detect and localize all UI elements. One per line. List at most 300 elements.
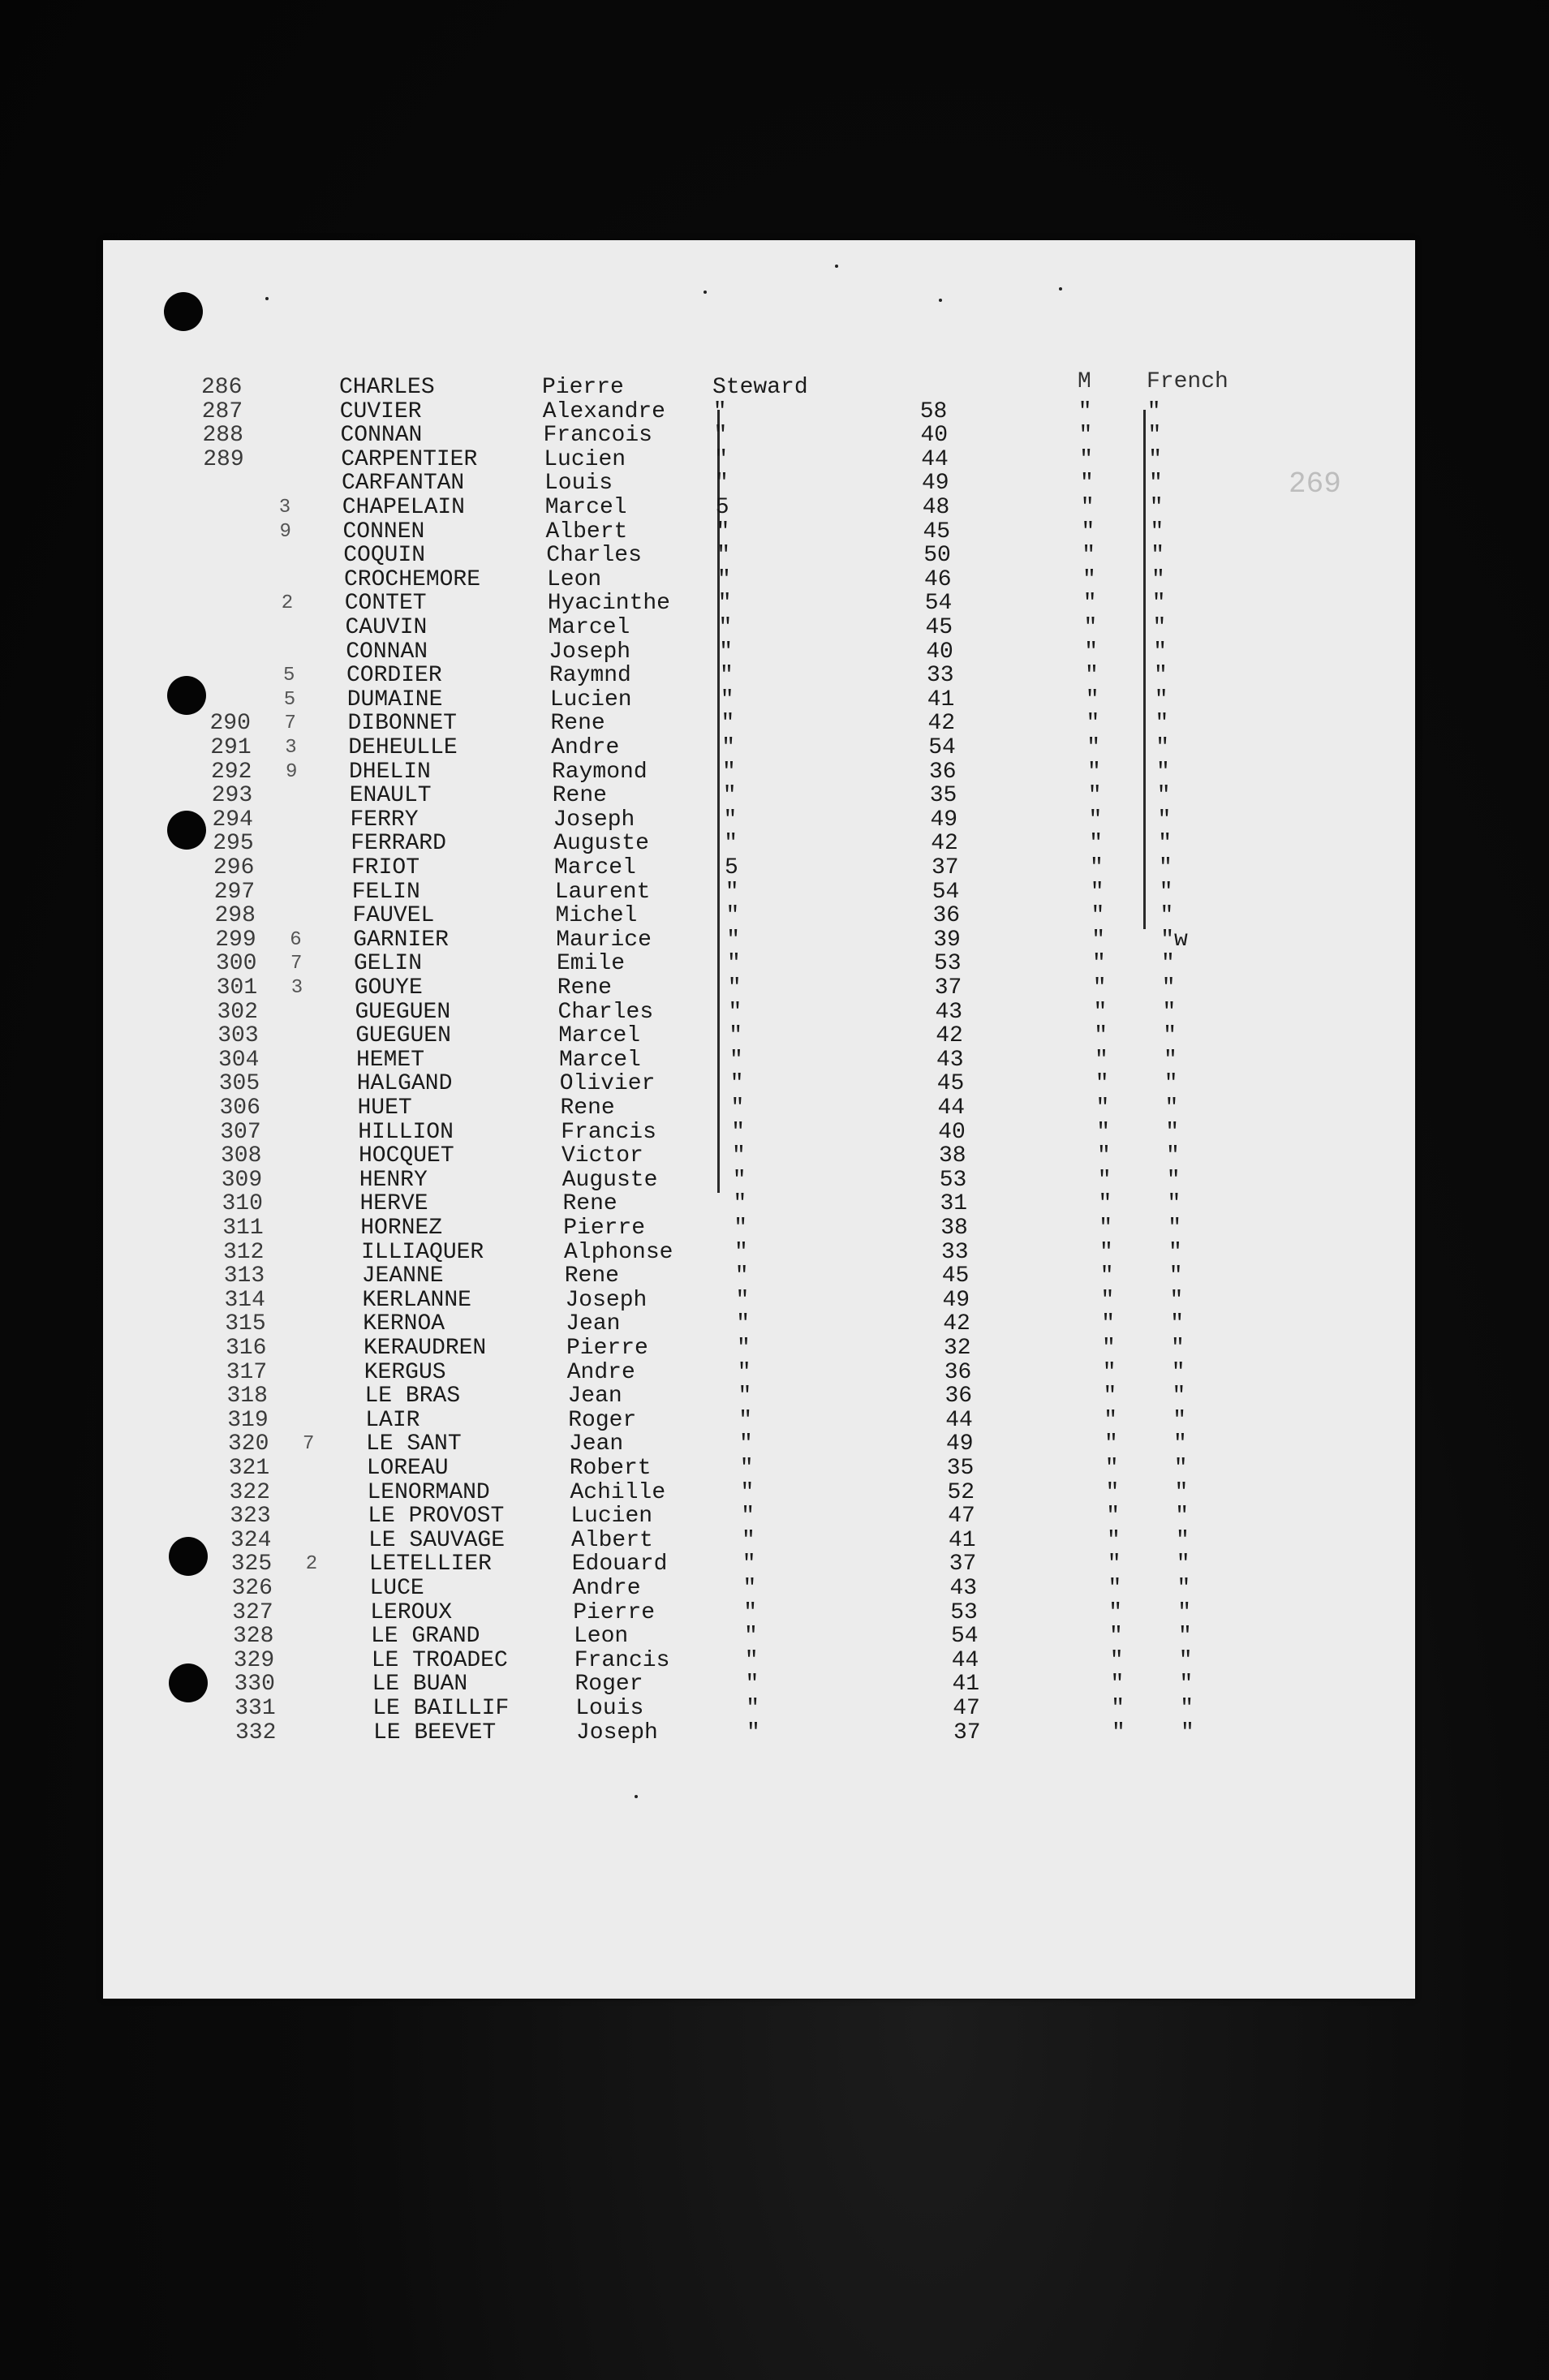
given-name: Francois <box>543 423 652 449</box>
nationality: " <box>1168 1216 1182 1241</box>
punch-hole <box>167 676 206 715</box>
nationality: " <box>1159 855 1173 880</box>
given-name: Leon <box>547 566 602 592</box>
surname: LE SAUVAGE <box>368 1527 506 1553</box>
table-row <box>206 568 1277 592</box>
sex: " <box>1078 423 1093 449</box>
nationality: " <box>1163 1023 1177 1049</box>
table-row <box>234 1649 1305 1673</box>
sex: " <box>1080 471 1094 497</box>
nationality: " <box>1164 1071 1178 1097</box>
age: 43 <box>935 999 963 1025</box>
given-name: Joseph <box>576 1719 658 1745</box>
age: 37 <box>934 975 962 1001</box>
table-row <box>215 928 1286 953</box>
table-row <box>204 496 1276 520</box>
surname: FELIN <box>351 879 420 905</box>
sex: " <box>1104 1407 1118 1433</box>
given-name: Marcel <box>558 1023 641 1049</box>
nationality: " <box>1171 1359 1185 1385</box>
occupation: " <box>717 591 732 617</box>
occupation: " <box>732 1143 746 1169</box>
nationality: " <box>1152 615 1167 640</box>
sex: " <box>1086 711 1100 737</box>
table-row <box>209 664 1280 688</box>
surname: CHAPELAIN <box>342 495 465 520</box>
surname: LE BRAS <box>364 1384 461 1409</box>
table-row <box>208 640 1279 665</box>
given-name: Alphonse <box>564 1239 673 1265</box>
table-row <box>226 1336 1297 1361</box>
given-name: Lucien <box>570 1504 653 1530</box>
surname: KERNOA <box>363 1311 445 1337</box>
row-number: 287 <box>201 398 243 424</box>
occupation: 5 <box>725 855 738 880</box>
sex: " <box>1107 1527 1121 1553</box>
surname: LOREAU <box>366 1456 449 1481</box>
occupation: " <box>740 1479 755 1505</box>
row-mark: 5 <box>283 665 295 687</box>
speck <box>704 291 707 294</box>
table-row <box>223 1241 1294 1265</box>
occupation: " <box>720 686 734 712</box>
row-number: 331 <box>235 1696 276 1721</box>
nationality: " <box>1173 1431 1187 1457</box>
table-row <box>213 832 1284 856</box>
surname: CONNAN <box>340 423 423 449</box>
nationality: " <box>1177 1599 1192 1625</box>
nationality: " <box>1167 1191 1181 1217</box>
occupation: " <box>735 1287 750 1313</box>
table-row <box>232 1601 1303 1625</box>
occupation: " <box>730 1095 745 1121</box>
punch-hole <box>164 292 203 331</box>
surname: LE TROADEC <box>371 1647 508 1673</box>
surname: CONNEN <box>342 519 425 544</box>
row-number: 322 <box>229 1479 270 1505</box>
row-number: 330 <box>234 1672 275 1698</box>
row-number: 298 <box>214 903 256 929</box>
stamped-page-number: 269 <box>1289 467 1341 501</box>
given-name: Raymond <box>552 759 648 785</box>
sex: " <box>1078 398 1092 424</box>
occupation: " <box>726 927 741 953</box>
nationality: " <box>1149 495 1164 520</box>
occupation: " <box>744 1624 758 1650</box>
given-name: Roger <box>574 1672 643 1698</box>
sex: " <box>1091 927 1106 953</box>
sex: " <box>1112 1719 1125 1745</box>
occupation: " <box>722 759 736 785</box>
nationality: " <box>1151 591 1166 617</box>
row-number: 292 <box>211 759 252 785</box>
surname: DIBONNET <box>347 711 457 737</box>
given-name: Albert <box>571 1527 653 1553</box>
occupation: " <box>734 1239 748 1265</box>
punch-hole <box>167 811 206 850</box>
occupation: " <box>744 1647 759 1673</box>
sex: " <box>1083 615 1098 640</box>
occupation: " <box>716 519 730 544</box>
table-row <box>220 1096 1291 1121</box>
table-row <box>231 1552 1302 1577</box>
row-number: 303 <box>217 1023 259 1049</box>
table-row <box>217 1024 1289 1048</box>
table-row <box>222 1216 1293 1241</box>
surname: CUVIER <box>339 398 422 424</box>
sex: " <box>1101 1311 1116 1337</box>
table-row <box>225 1312 1296 1336</box>
surname: LE BEEVET <box>373 1719 497 1745</box>
surname: ILLIAQUER <box>361 1239 484 1265</box>
given-name: Rene <box>552 783 607 809</box>
nationality: " <box>1153 639 1168 665</box>
row-number: 320 <box>228 1431 269 1457</box>
given-name: Joseph <box>565 1287 648 1313</box>
row-mark: 9 <box>279 520 291 543</box>
age: 42 <box>931 831 958 857</box>
table-row <box>221 1144 1292 1168</box>
occupation: " <box>732 1167 747 1193</box>
nationality: " <box>1154 663 1168 689</box>
table-row <box>230 1529 1302 1553</box>
table-row <box>205 544 1276 568</box>
sex: " <box>1081 519 1095 544</box>
given-name: Leon <box>574 1624 629 1650</box>
sex: " <box>1105 1479 1120 1505</box>
nationality: " <box>1161 951 1175 977</box>
row-number: 317 <box>226 1359 268 1385</box>
age: 37 <box>953 1719 981 1745</box>
given-name: Auguste <box>562 1167 658 1193</box>
nationality: " <box>1179 1672 1194 1698</box>
table-row <box>218 1048 1289 1073</box>
age: 33 <box>941 1239 969 1265</box>
age: 42 <box>927 711 956 737</box>
row-number: 304 <box>218 1047 260 1073</box>
age: 36 <box>944 1384 973 1409</box>
row-number: 316 <box>226 1336 267 1361</box>
occupation: " <box>729 1071 744 1097</box>
sex: " <box>1096 1119 1111 1145</box>
table-row <box>232 1577 1303 1601</box>
nationality: " <box>1158 831 1173 857</box>
row-number: 305 <box>218 1071 260 1097</box>
occupation: " <box>745 1672 759 1698</box>
age: 36 <box>944 1359 972 1385</box>
sex: " <box>1097 1143 1111 1169</box>
row-mark: 3 <box>285 737 297 759</box>
nationality: " <box>1177 1576 1191 1601</box>
occupation: " <box>729 1023 743 1049</box>
table-row <box>208 616 1279 640</box>
nationality: " <box>1147 398 1161 424</box>
age: 50 <box>923 543 951 569</box>
age: 47 <box>953 1696 980 1721</box>
age: 41 <box>949 1527 976 1553</box>
occupation: " <box>734 1263 749 1289</box>
given-name: Pierre <box>542 375 624 400</box>
given-name: Robert <box>569 1456 652 1481</box>
given-name: Pierre <box>566 1336 648 1361</box>
given-name: Auguste <box>553 831 649 857</box>
age: 43 <box>936 1047 964 1073</box>
occupation: " <box>714 446 729 472</box>
row-number: 307 <box>220 1119 261 1145</box>
nationality: " <box>1178 1647 1193 1673</box>
sex: " <box>1099 1263 1114 1289</box>
surname: CAUVIN <box>345 615 428 640</box>
table-row <box>222 1168 1293 1193</box>
row-number: 289 <box>203 446 244 472</box>
row-number: 302 <box>217 999 258 1025</box>
speck <box>835 265 838 268</box>
sex: " <box>1111 1696 1125 1721</box>
age: 45 <box>936 1071 965 1097</box>
occupation: " <box>713 423 728 449</box>
sex: " <box>1110 1672 1125 1698</box>
sex: " <box>1104 1431 1118 1457</box>
occupation: " <box>712 398 727 424</box>
surname: CROCHEMORE <box>344 566 481 592</box>
given-name: Andre <box>566 1359 635 1385</box>
occupation: " <box>715 471 729 497</box>
table-row <box>210 736 1281 760</box>
surname: FERRARD <box>351 831 446 857</box>
age: 54 <box>928 735 956 760</box>
given-name: Jean <box>566 1311 621 1337</box>
surname: FRIOT <box>351 855 420 880</box>
row-number: 288 <box>202 423 243 449</box>
occupation: Steward <box>712 375 808 400</box>
table-row <box>227 1409 1298 1433</box>
row-number: 309 <box>221 1167 263 1193</box>
occupation: " <box>743 1599 758 1625</box>
nationality: " <box>1149 471 1163 497</box>
table-row <box>213 808 1284 833</box>
age: 52 <box>947 1479 975 1505</box>
given-name: Achille <box>570 1479 666 1505</box>
age: 35 <box>929 783 957 809</box>
age: 58 <box>919 398 948 424</box>
age: 38 <box>939 1143 966 1169</box>
nationality: " <box>1156 783 1171 809</box>
nationality: " <box>1161 975 1176 1001</box>
occupation: " <box>727 975 742 1001</box>
table-row <box>210 712 1281 736</box>
given-name: Alexandre <box>542 398 665 424</box>
nationality: " <box>1165 1119 1180 1145</box>
occupation: " <box>724 831 738 857</box>
nationality: " <box>1164 1095 1179 1121</box>
occupation: " <box>738 1384 752 1409</box>
sex: " <box>1097 1167 1112 1193</box>
sex: " <box>1091 903 1105 929</box>
table-row <box>228 1432 1299 1457</box>
nationality: " <box>1154 686 1168 712</box>
nationality: " <box>1148 446 1163 472</box>
table-row <box>211 760 1282 785</box>
surname: JEANNE <box>361 1263 444 1289</box>
row-number: 327 <box>232 1599 273 1625</box>
given-name: Marcel <box>548 615 630 640</box>
surname: GOUYE <box>354 975 423 1001</box>
row-mark: 6 <box>290 928 302 951</box>
row-mark: 5 <box>283 688 296 711</box>
age: 49 <box>922 471 949 497</box>
nationality: " <box>1170 1311 1185 1337</box>
nationality: " <box>1162 999 1177 1025</box>
age: 54 <box>924 591 953 617</box>
surname: CONNAN <box>346 639 428 665</box>
nationality: " <box>1155 711 1169 737</box>
table-row <box>230 1504 1301 1529</box>
given-name: Laurent <box>554 879 651 905</box>
surname: KERLANNE <box>362 1287 471 1313</box>
age: 42 <box>936 1023 963 1049</box>
sex: " <box>1106 1504 1121 1530</box>
row-number: 326 <box>231 1576 273 1601</box>
given-name: Andre <box>551 735 620 760</box>
occupation: " <box>746 1696 760 1721</box>
sex: " <box>1102 1336 1116 1361</box>
sex: " <box>1087 783 1102 809</box>
surname: FERRY <box>350 807 419 833</box>
occupation: " <box>737 1336 751 1361</box>
occupation: " <box>725 879 739 905</box>
nationality: " <box>1150 519 1164 544</box>
age: 46 <box>924 566 952 592</box>
row-number: 297 <box>213 879 256 905</box>
nationality: " <box>1168 1263 1183 1289</box>
occupation: " <box>742 1576 757 1601</box>
age: 33 <box>927 663 954 689</box>
speck <box>1059 287 1062 291</box>
occupation: " <box>721 735 736 760</box>
row-number: 329 <box>233 1647 275 1673</box>
surname: DHELIN <box>349 759 431 785</box>
age: 54 <box>932 879 960 905</box>
given-name: Charles <box>557 999 654 1025</box>
occupation: " <box>723 807 738 833</box>
surname: LENORMAND <box>367 1479 490 1505</box>
given-name: Marcel <box>554 855 636 880</box>
occupation: " <box>741 1504 755 1530</box>
sex: " <box>1104 1456 1119 1481</box>
given-name: Joseph <box>553 807 635 833</box>
surname: LE BAILLIF <box>372 1696 510 1721</box>
row-number: 315 <box>225 1311 266 1337</box>
row-number: 321 <box>228 1456 270 1481</box>
sex: " <box>1109 1624 1123 1650</box>
punch-hole <box>169 1663 208 1702</box>
surname: HENRY <box>359 1167 428 1193</box>
occupation: " <box>717 566 731 592</box>
row-number: 324 <box>230 1527 272 1553</box>
age: 44 <box>937 1095 966 1121</box>
header-nationality: French <box>1147 369 1228 394</box>
row-number: 310 <box>222 1191 263 1217</box>
given-name: Pierre <box>573 1599 656 1625</box>
sex: " <box>1100 1287 1115 1313</box>
age: 45 <box>923 519 951 544</box>
table-row <box>226 1361 1297 1385</box>
row-number: 308 <box>221 1143 262 1169</box>
sex: " <box>1090 879 1104 905</box>
surname: CONTET <box>344 591 427 617</box>
given-name: Charles <box>546 543 642 569</box>
surname: HEMET <box>356 1047 425 1073</box>
nationality: " <box>1166 1167 1181 1193</box>
sex: " <box>1088 807 1103 833</box>
age: 54 <box>951 1624 979 1650</box>
row-number: 318 <box>226 1384 268 1409</box>
given-name: Roger <box>568 1407 637 1433</box>
surname: LETELLIER <box>368 1552 492 1577</box>
age: 49 <box>946 1431 974 1457</box>
sex: " <box>1092 975 1107 1001</box>
row-mark: 2 <box>305 1553 318 1576</box>
given-name: Jean <box>569 1431 624 1457</box>
table-row <box>212 784 1283 808</box>
occupation: " <box>720 663 734 689</box>
row-number: 294 <box>212 807 253 833</box>
age: 49 <box>930 807 958 833</box>
occupation: " <box>719 639 734 665</box>
age: 53 <box>950 1599 978 1625</box>
surname: GUEGUEN <box>355 1023 451 1049</box>
sex: " <box>1095 1071 1109 1097</box>
row-number: 312 <box>223 1239 265 1265</box>
row-number: 325 <box>230 1552 273 1577</box>
surname: CHARLES <box>339 375 435 400</box>
surname: CARFANTAN <box>342 471 465 497</box>
row-number: 290 <box>209 711 251 737</box>
nationality: " <box>1171 1336 1185 1361</box>
occupation: " <box>737 1359 751 1385</box>
given-name: Marcel <box>559 1047 641 1073</box>
sex: " <box>1082 543 1096 569</box>
table-row <box>214 880 1285 905</box>
given-name: Edouard <box>571 1552 668 1577</box>
nationality: " <box>1164 1047 1177 1073</box>
age: 35 <box>946 1456 975 1481</box>
sex: " <box>1089 831 1104 857</box>
table-row <box>209 688 1280 712</box>
age: 49 <box>942 1287 970 1313</box>
occupation: 5 <box>715 495 729 520</box>
occupation: " <box>718 615 733 640</box>
age: 53 <box>934 951 962 977</box>
nationality: " <box>1181 1719 1194 1745</box>
nationality: " <box>1173 1407 1187 1433</box>
occupation: " <box>734 1216 748 1241</box>
sex: " <box>1099 1216 1113 1241</box>
row-number: 323 <box>230 1504 271 1530</box>
given-name: Olivier <box>559 1071 656 1097</box>
nationality: " <box>1166 1143 1180 1169</box>
given-name: Albert <box>545 519 628 544</box>
table-row <box>219 1072 1290 1096</box>
sex: " <box>1102 1359 1117 1385</box>
row-number: 313 <box>223 1263 265 1289</box>
sex: " <box>1082 591 1097 617</box>
surname: LUCE <box>369 1576 424 1601</box>
given-name: Raymnd <box>549 663 631 689</box>
speck <box>635 1795 638 1798</box>
occupation: " <box>736 1311 751 1337</box>
table-row <box>220 1121 1291 1145</box>
